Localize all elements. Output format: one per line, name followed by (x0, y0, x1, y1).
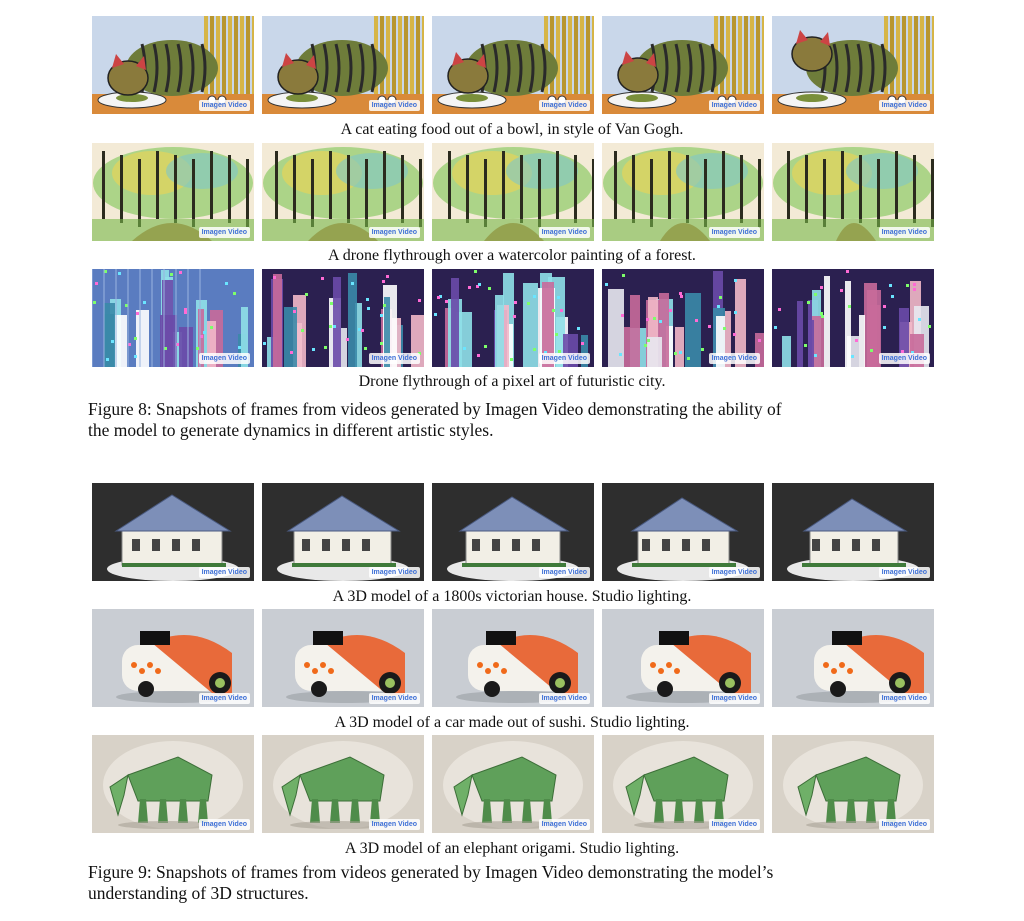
figure8-caption (88, 399, 948, 441)
imagen-video-watermark: Imagen Video (369, 100, 420, 111)
city-frame-1 (92, 269, 254, 367)
cat-frame-5 (772, 16, 934, 114)
sushi-frame-3 (432, 609, 594, 707)
imagen-video-watermark: Imagen Video (879, 353, 930, 364)
imagen-video-watermark: Imagen Video (539, 693, 590, 704)
figure9-row1-caption: A 3D model of a 1800s victorian house. Studio lighting. (332, 588, 692, 605)
cat-frame-1 (92, 16, 254, 114)
forest-frame-2 (262, 143, 424, 241)
house-frame-1 (92, 483, 254, 581)
figure9-caption-line1: Figure 9: Snapshots of frames from videos generated by Imagen Video demonstrating the model’s (88, 862, 774, 882)
figure8-row-city (92, 269, 932, 367)
imagen-video-watermark: Imagen Video (369, 567, 420, 578)
imagen-video-watermark: Imagen Video (879, 567, 930, 578)
imagen-video-watermark: Imagen Video (709, 100, 760, 111)
figure9-row2-caption: A 3D model of a car made out of sushi. Studio lighting. (334, 714, 690, 731)
imagen-video-watermark: Imagen Video (199, 353, 250, 364)
forest-frame-5 (772, 143, 934, 241)
imagen-video-watermark: Imagen Video (539, 227, 590, 238)
imagen-video-watermark: Imagen Video (539, 819, 590, 830)
figure9-caption (88, 862, 948, 904)
elephant-frame-3 (432, 735, 594, 833)
sushi-frame-4 (602, 609, 764, 707)
house-frame-3 (432, 483, 594, 581)
figure8-row-forest (92, 143, 932, 241)
city-frame-5 (772, 269, 934, 367)
figure8-row2-caption: A drone flythrough over a watercolor painting of a forest. (328, 247, 696, 264)
imagen-video-watermark: Imagen Video (709, 693, 760, 704)
figure9-row-sushi (92, 609, 932, 707)
imagen-video-watermark: Imagen Video (199, 227, 250, 238)
imagen-video-watermark: Imagen Video (709, 567, 760, 578)
imagen-video-watermark: Imagen Video (709, 227, 760, 238)
imagen-video-watermark: Imagen Video (199, 819, 250, 830)
figure9-row-elephant (92, 735, 932, 833)
house-frame-4 (602, 483, 764, 581)
city-frame-3 (432, 269, 594, 367)
sushi-frame-2 (262, 609, 424, 707)
imagen-video-watermark: Imagen Video (369, 693, 420, 704)
imagen-video-watermark: Imagen Video (199, 100, 250, 111)
forest-frame-1 (92, 143, 254, 241)
imagen-video-watermark: Imagen Video (879, 227, 930, 238)
figure9-caption-line2: understanding of 3D structures. (88, 883, 309, 903)
house-frame-2 (262, 483, 424, 581)
cat-frame-4 (602, 16, 764, 114)
imagen-video-watermark: Imagen Video (369, 819, 420, 830)
elephant-frame-2 (262, 735, 424, 833)
imagen-video-watermark: Imagen Video (369, 353, 420, 364)
cat-frame-3 (432, 16, 594, 114)
elephant-frame-1 (92, 735, 254, 833)
figure9-row-house (92, 483, 932, 581)
sushi-frame-1 (92, 609, 254, 707)
house-frame-5 (772, 483, 934, 581)
forest-frame-4 (602, 143, 764, 241)
city-frame-2 (262, 269, 424, 367)
imagen-video-watermark: Imagen Video (539, 353, 590, 364)
imagen-video-watermark: Imagen Video (709, 819, 760, 830)
imagen-video-watermark: Imagen Video (709, 353, 760, 364)
figure8-row-cat (92, 16, 932, 114)
imagen-video-watermark: Imagen Video (199, 693, 250, 704)
imagen-video-watermark: Imagen Video (539, 100, 590, 111)
imagen-video-watermark: Imagen Video (879, 100, 930, 111)
imagen-video-watermark: Imagen Video (879, 819, 930, 830)
figure9-row3-caption: A 3D model of an elephant origami. Studio lighting. (344, 840, 680, 857)
figure8-caption-line1: Figure 8: Snapshots of frames from videos generated by Imagen Video demonstrating the ability of (88, 399, 782, 419)
imagen-video-watermark: Imagen Video (369, 227, 420, 238)
figure8-row1-caption: A cat eating food out of a bowl, in style of Van Gogh. (340, 121, 684, 138)
figure8-row3-caption: Drone flythrough of a pixel art of futuristic city. (358, 373, 666, 390)
figure8-caption-line2: the model to generate dynamics in different artistic styles. (88, 420, 494, 440)
elephant-frame-5 (772, 735, 934, 833)
imagen-video-watermark: Imagen Video (539, 567, 590, 578)
city-frame-4 (602, 269, 764, 367)
sushi-frame-5 (772, 609, 934, 707)
imagen-video-watermark: Imagen Video (879, 693, 930, 704)
cat-frame-2 (262, 16, 424, 114)
elephant-frame-4 (602, 735, 764, 833)
imagen-video-watermark: Imagen Video (199, 567, 250, 578)
forest-frame-3 (432, 143, 594, 241)
